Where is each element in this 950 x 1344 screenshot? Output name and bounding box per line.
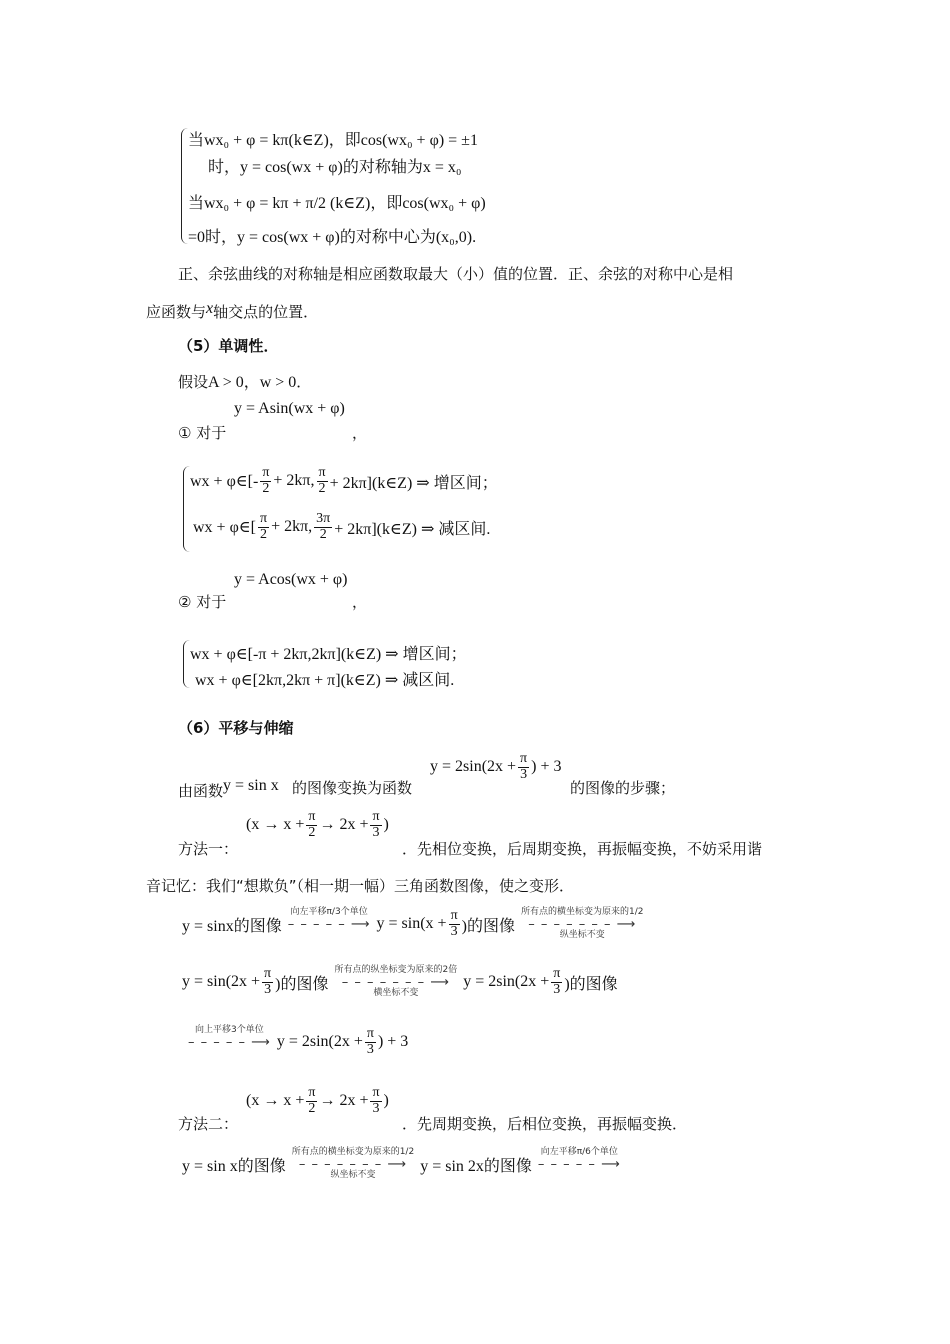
brace-sin-monotonic bbox=[183, 466, 190, 552]
s2-a: y = sin(2x + bbox=[182, 973, 261, 991]
m2-chain-b: → 2x + bbox=[319, 1092, 369, 1110]
section-5-title: （5）单调性． bbox=[178, 337, 279, 355]
frac-pi-over-3: $\frac{\pi}{3}$ bbox=[372, 1085, 380, 1116]
step4-line bbox=[182, 1148, 627, 1181]
frac-3pi-over-2: $\frac{3\pi}{2}$ bbox=[316, 511, 331, 542]
sin-increase-line bbox=[190, 466, 498, 496]
sym-line-1: 当wx₀ + φ = kπ(k∈Z)，即cos(wx₀ + φ) = ±1 bbox=[188, 132, 478, 149]
intro-line bbox=[178, 777, 279, 801]
arrow-shift-left: 向左平移π/3个单位 – – – – – ⟶ bbox=[287, 907, 371, 932]
intro-b: 的图像变换为函数 bbox=[292, 779, 413, 797]
inc1-pre: wx + φ∈[- bbox=[190, 473, 259, 491]
intro-c: 的图像的步骤； bbox=[570, 779, 676, 797]
frac-pi-over-2: $\frac{\pi}{2}$ bbox=[259, 511, 268, 542]
item2-comma: ， bbox=[352, 593, 368, 611]
dec1-post: + 2kπ](k∈Z) ⇒ 减区间. bbox=[334, 520, 491, 538]
m1-chain-c: ) bbox=[383, 816, 389, 834]
item2-label: ② 对于 bbox=[178, 593, 227, 611]
assume-end: ． bbox=[296, 373, 312, 391]
m2-chain-a: (x → x + bbox=[246, 1092, 305, 1110]
m2-chain-c: ) bbox=[383, 1092, 389, 1110]
frac-pi-over-2: $\frac{\pi}{2}$ bbox=[262, 465, 270, 496]
frac-pi-over-3: $\frac{\pi}{3}$ bbox=[520, 751, 528, 782]
method2-text: ．先周期变换，后相位变换，再振幅变换． bbox=[402, 1115, 688, 1133]
m1-chain-b: → 2x + bbox=[319, 816, 369, 834]
frac-pi-over-2: $\frac{\pi}{2}$ bbox=[308, 809, 316, 840]
sym-line-4: =0时，y = cos(wx + φ)的对称中心为(x₀,0). bbox=[188, 229, 477, 246]
method2-label: 方法二： bbox=[178, 1115, 239, 1133]
arrow-scale-x-2: 所有点的横坐标变为原来的1/2 – – – – – – – ⟶ 纵坐标不变 bbox=[291, 1147, 415, 1180]
intro-target-func bbox=[430, 752, 561, 782]
intro-func2b: ) + 3 bbox=[531, 758, 562, 776]
s3-b: ) + 3 bbox=[377, 1033, 409, 1051]
item1-func: y = Asin(wx + φ) bbox=[234, 400, 345, 417]
s1-b: y = sin(x + bbox=[376, 915, 447, 933]
arrow-scale-x: 所有点的横坐标变为原来的1/2 – – – – – – – ⟶ 纵坐标不变 bbox=[520, 907, 644, 940]
frac-pi-over-2: $\frac{\pi}{2}$ bbox=[318, 465, 326, 496]
s1-c: )的图像 bbox=[461, 917, 515, 935]
s1-a: y = sinx的图像 bbox=[182, 917, 282, 935]
method1-text-2: 音记忆：我们“想欺负”（相一期一幅）三角函数图像，使之变形． bbox=[146, 877, 575, 895]
para-symmetry-2 bbox=[146, 300, 318, 322]
intro-func1: y = sin x bbox=[223, 777, 279, 794]
sin-decrease-line bbox=[193, 512, 490, 542]
frac-pi-over-3: $\frac{\pi}{3}$ bbox=[366, 1026, 374, 1057]
para-var-x: x bbox=[206, 300, 214, 317]
arrow-shift-left-2: 向左平移π/6个单位 – – – – – ⟶ bbox=[537, 1147, 621, 1172]
dec1-pre: wx + φ∈[ bbox=[193, 519, 256, 537]
intro-a: 由函数 bbox=[178, 782, 224, 800]
item2-func: y = Acos(wx + φ) bbox=[234, 571, 348, 588]
method1-label: 方法一： bbox=[178, 840, 239, 858]
arrow-shift-up: 向上平移3个单位 – – – – – ⟶ bbox=[188, 1025, 271, 1050]
para-symmetry-1: 正、余弦曲线的对称轴是相应函数取最大（小）值的位置．正、余弦的对称中心是相 bbox=[178, 265, 734, 283]
cos-decrease-line: wx + φ∈[2kπ,2kπ + π](k∈Z) ⇒ 减区间. bbox=[195, 672, 455, 689]
s4-b: y = sin 2x的图像 bbox=[420, 1157, 532, 1175]
frac-pi-over-3: $\frac{\pi}{3}$ bbox=[450, 908, 458, 939]
frac-pi-over-3: $\frac{\pi}{3}$ bbox=[553, 966, 561, 997]
m1-chain-a: (x → x + bbox=[246, 816, 305, 834]
assume-line bbox=[178, 369, 311, 392]
step2-line bbox=[182, 966, 618, 999]
assume-math: A > 0，w > 0 bbox=[208, 374, 297, 391]
section-6-title: （6）平移与伸缩 bbox=[178, 719, 294, 737]
para-text-a: 应函数与 bbox=[146, 303, 207, 321]
frac-pi-over-3: $\frac{\pi}{3}$ bbox=[372, 809, 380, 840]
s2-c: y = 2sin(2x + bbox=[463, 973, 550, 991]
cos-increase-line: wx + φ∈[-π + 2kπ,2kπ](k∈Z) ⇒ 增区间； bbox=[190, 646, 467, 663]
arrow-scale-y: 所有点的纵坐标变为原来的2倍 – – – – – – – ⟶ 横坐标不变 bbox=[334, 965, 458, 998]
s2-d: )的图像 bbox=[564, 975, 618, 993]
dec1-mid: + 2kπ, bbox=[271, 518, 313, 536]
sym-line-2: 时，y = cos(wx + φ)的对称轴为x = x₀ bbox=[208, 159, 462, 176]
assume-label: 假设 bbox=[178, 373, 209, 391]
frac-pi-over-2: $\frac{\pi}{2}$ bbox=[308, 1085, 316, 1116]
step3-line bbox=[182, 1026, 408, 1059]
sym-line-3: 当wx₀ + φ = kπ + π/2 (k∈Z)，即cos(wx₀ + φ) bbox=[188, 195, 486, 212]
s4-a: y = sin x的图像 bbox=[182, 1157, 286, 1175]
item1-comma: ， bbox=[352, 424, 368, 442]
frac-pi-over-3: $\frac{\pi}{3}$ bbox=[264, 966, 272, 997]
method2-chain bbox=[246, 1086, 389, 1116]
brace-symmetry bbox=[181, 128, 188, 244]
s3-a: y = 2sin(2x + bbox=[276, 1033, 363, 1051]
inc1-post: + 2kπ](k∈Z) ⇒ 增区间； bbox=[329, 474, 498, 492]
brace-cos-monotonic bbox=[183, 640, 190, 688]
para-text-b: 轴交点的位置． bbox=[213, 303, 319, 321]
intro-func2a: y = 2sin(2x + bbox=[430, 758, 517, 776]
inc1-mid: + 2kπ, bbox=[273, 472, 315, 490]
step1-line bbox=[182, 908, 649, 941]
method1-chain bbox=[246, 810, 389, 840]
method1-text-1: ．先相位变换，后周期变换，再振幅变换，不妨采用谐 bbox=[402, 840, 763, 858]
s2-b: )的图像 bbox=[275, 975, 329, 993]
item1-label: ① 对于 bbox=[178, 424, 227, 442]
